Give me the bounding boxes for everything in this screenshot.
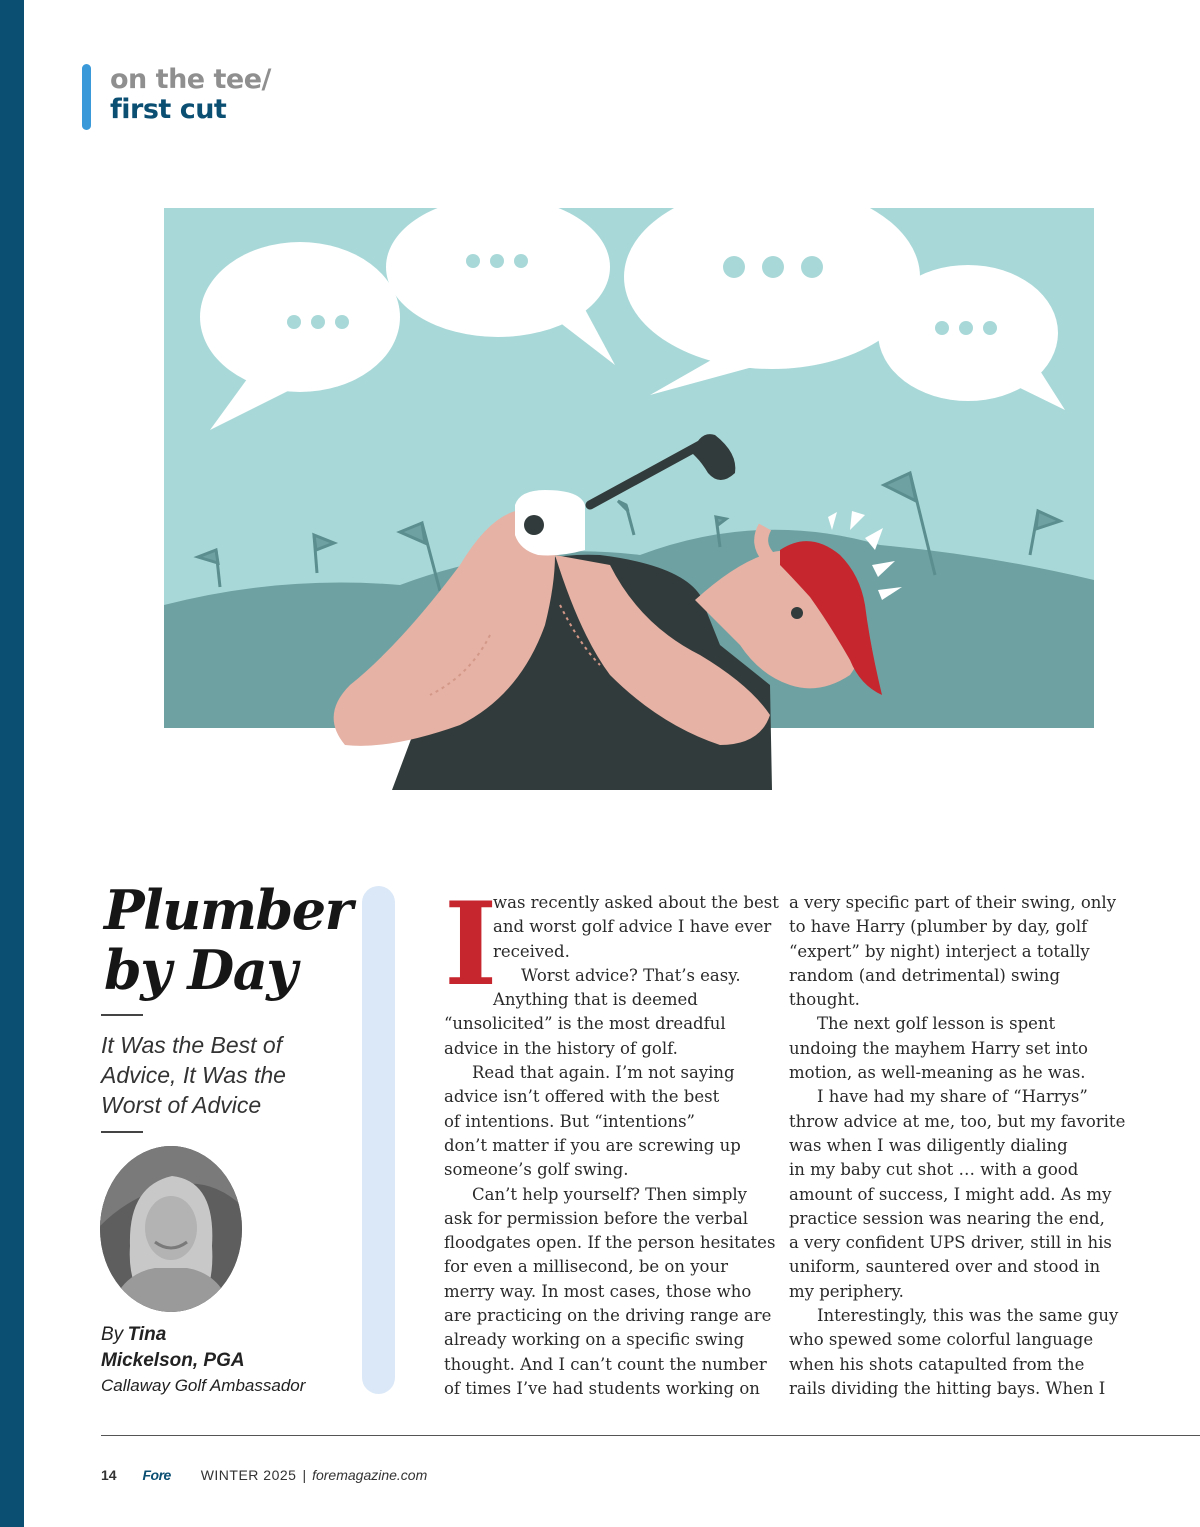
body-line: a very confident UPS driver, still in his: [789, 1233, 1112, 1253]
body-line: for even a millisecond, be on your: [444, 1257, 728, 1277]
section-label: on the tee/: [110, 64, 271, 95]
issue-label: WINTER 2025: [200, 1467, 297, 1483]
article-title-line: by Day: [104, 938, 297, 1002]
body-line: uniform, sauntered over and stood in: [789, 1257, 1101, 1277]
drop-cap: I: [444, 877, 498, 1011]
byline-prefix: By: [101, 1324, 124, 1345]
body-line: someone’s golf swing.: [444, 1160, 629, 1180]
body-line: practice session was nearing the end,: [789, 1208, 1105, 1228]
body-line: was recently asked about the best: [493, 893, 779, 912]
section-accent-bar: [82, 64, 91, 130]
body-line: who spewed some colorful language: [789, 1330, 1094, 1350]
author-name-rest: Mickelson, PGA: [101, 1350, 245, 1371]
article-title-line: Plumber: [104, 878, 352, 942]
title-divider: [101, 1014, 143, 1016]
body-line: random (and detrimental) swing: [789, 965, 1061, 985]
body-line: “unsolicited” is the most dreadful: [444, 1014, 726, 1034]
body-line: when his shots catapulted from the: [789, 1354, 1085, 1374]
article-subtitle-line: Advice, It Was the: [101, 1062, 286, 1088]
body-line: was when I was diligently dialing: [789, 1135, 1068, 1155]
footer-rule: [101, 1435, 1200, 1436]
body-line: are practicing on the driving range are: [444, 1306, 772, 1326]
body-line: don’t matter if you are screwing up: [444, 1135, 741, 1155]
page-spine-bar: [0, 0, 24, 1527]
body-line: motion, as well-meaning as he was.: [789, 1063, 1086, 1083]
body-line: advice in the history of golf.: [444, 1038, 678, 1058]
body-line: thought.: [789, 990, 860, 1010]
body-line: merry way. In most cases, those who: [444, 1281, 752, 1301]
body-line: received.: [493, 941, 570, 961]
author-byline: [101, 1322, 361, 1398]
page-number: 14: [101, 1467, 117, 1483]
body-line: Interestingly, this was the same guy: [817, 1306, 1119, 1326]
body-line: I have had my share of “Harrys”: [817, 1087, 1088, 1107]
golfer-illustration: [160, 205, 1100, 795]
article-column-2: [789, 891, 1129, 1401]
article-subtitle-line: It Was the Best of: [101, 1032, 283, 1058]
body-line: ask for permission before the verbal: [444, 1208, 749, 1228]
body-line: in my baby cut shot … with a good: [789, 1160, 1079, 1180]
author-role: Callaway Golf Ambassador: [101, 1376, 306, 1395]
website-url: foremagazine.com: [312, 1467, 428, 1483]
body-line: already working on a specific swing: [444, 1330, 745, 1350]
body-line: of times I’ve had students working on: [444, 1378, 760, 1398]
body-line: Anything that is deemed: [493, 990, 698, 1010]
body-line: advice isn’t offered with the best: [444, 1087, 720, 1107]
article-title: [104, 880, 354, 1000]
body-line: a very specific part of their swing, only: [789, 893, 1117, 912]
footer-separator: |: [302, 1467, 307, 1483]
section-sublabel: first cut: [110, 94, 227, 125]
body-line: The next golf lesson is spent: [817, 1014, 1056, 1034]
body-line: Can’t help yourself? Then simply: [472, 1184, 747, 1204]
article-subtitle-line: Worst of Advice: [101, 1092, 262, 1118]
body-line: “expert” by night) interject a totally: [789, 941, 1090, 961]
author-photo: [100, 1146, 242, 1312]
author-name-first: Tina: [127, 1324, 167, 1345]
body-line: of intentions. But “intentions”: [444, 1111, 695, 1131]
body-line: Worst advice? That’s easy.: [521, 965, 741, 985]
article-column-1: [444, 877, 779, 1401]
article-subtitle: [101, 1030, 361, 1120]
body-line: to have Harry (plumber by day, golf: [789, 917, 1088, 937]
magazine-logo: Fore: [142, 1467, 171, 1483]
subtitle-divider: [101, 1131, 143, 1133]
body-line: thought. And I can’t count the number: [444, 1354, 767, 1374]
body-line: throw advice at me, too, but my favorite: [789, 1111, 1126, 1131]
body-line: rails dividing the hitting bays. When I: [789, 1378, 1106, 1398]
body-line: amount of success, I might add. As my: [789, 1184, 1112, 1204]
column-divider-pill: [362, 886, 395, 1394]
body-line: floodgates open. If the person hesitates: [444, 1233, 776, 1253]
body-line: Read that again. I’m not saying: [472, 1063, 735, 1083]
page-footer: [101, 1465, 427, 1485]
body-line: my periphery.: [789, 1281, 904, 1301]
body-line: undoing the mayhem Harry set into: [789, 1038, 1088, 1058]
body-line: and worst golf advice I have ever: [493, 917, 772, 937]
